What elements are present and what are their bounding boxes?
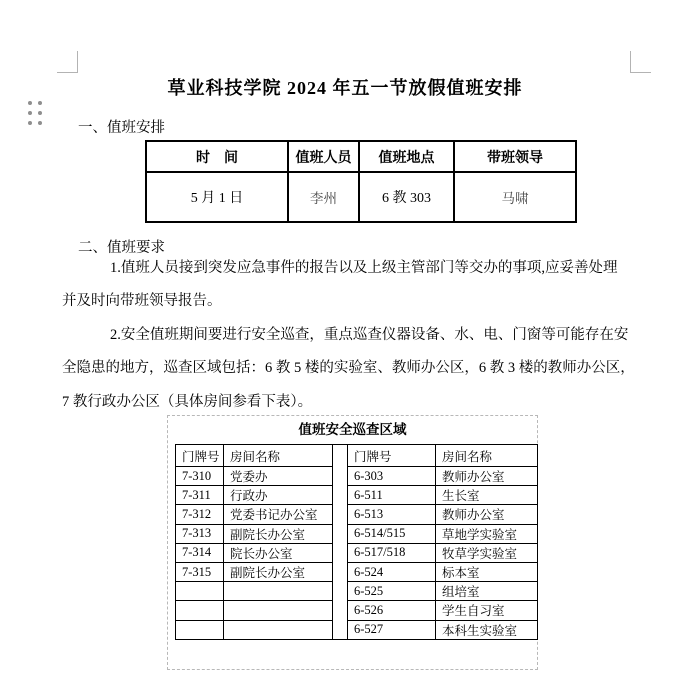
inspection-header-row xyxy=(176,445,538,467)
spacer-cell xyxy=(333,445,348,467)
room-name-cell[interactable]: 牧草学实验室 xyxy=(436,543,538,562)
duty-header-place[interactable]: 值班地点 xyxy=(359,141,454,172)
room-no-cell[interactable]: 7-313 xyxy=(176,524,224,543)
room-name-cell[interactable] xyxy=(224,620,333,639)
room-name-cell[interactable]: 组培室 xyxy=(436,582,538,601)
duty-header-time[interactable]: 时 间 xyxy=(146,141,288,172)
duty-table xyxy=(145,140,577,223)
page-corner-mark-right xyxy=(630,51,651,73)
room-no-cell[interactable]: 6-527 xyxy=(348,620,436,639)
inspection-right-header-no[interactable]: 门牌号 xyxy=(348,445,436,467)
table-row xyxy=(176,524,538,543)
duty-person-cell[interactable]: 李州 xyxy=(288,172,359,222)
room-no-cell[interactable] xyxy=(176,620,224,639)
spacer-cell xyxy=(333,601,348,620)
room-no-cell[interactable]: 6-524 xyxy=(348,562,436,581)
room-no-cell[interactable]: 7-311 xyxy=(176,486,224,505)
page-corner-mark-left xyxy=(57,51,78,73)
table-row xyxy=(176,601,538,620)
document-title[interactable]: 草业科技学院 2024 年五一节放假值班安排 xyxy=(167,78,523,98)
inspection-table-title[interactable]: 值班安全巡查区域 xyxy=(298,422,407,437)
room-no-cell[interactable] xyxy=(176,601,224,620)
room-name-cell[interactable]: 副院长办公室 xyxy=(224,562,333,581)
spacer-cell xyxy=(333,524,348,543)
room-name-cell[interactable]: 行政办 xyxy=(224,486,333,505)
section-heading-duty-requirements[interactable]: 二、值班要求 xyxy=(78,240,165,256)
room-name-cell[interactable]: 副院长办公室 xyxy=(224,524,333,543)
room-no-cell[interactable]: 7-315 xyxy=(176,562,224,581)
duty-leader-cell[interactable]: 马啸 xyxy=(454,172,576,222)
room-no-cell[interactable]: 7-310 xyxy=(176,467,224,486)
table-row xyxy=(176,543,538,562)
room-no-cell[interactable]: 7-314 xyxy=(176,543,224,562)
room-name-cell[interactable]: 本科生实验室 xyxy=(436,620,538,639)
inspection-right-header-name[interactable]: 房间名称 xyxy=(436,445,538,467)
spacer-cell xyxy=(333,467,348,486)
table-row xyxy=(176,582,538,601)
room-no-cell[interactable]: 6-511 xyxy=(348,486,436,505)
room-name-cell[interactable]: 院长办公室 xyxy=(224,543,333,562)
spacer-cell xyxy=(333,620,348,639)
inspection-left-header-no[interactable]: 门牌号 xyxy=(176,445,224,467)
room-name-cell[interactable] xyxy=(224,601,333,620)
room-name-cell[interactable]: 党委办 xyxy=(224,467,333,486)
room-no-cell[interactable]: 6-526 xyxy=(348,601,436,620)
inspection-table xyxy=(175,444,538,640)
room-name-cell[interactable]: 学生自习室 xyxy=(436,601,538,620)
spacer-cell xyxy=(333,486,348,505)
duty-place-cell[interactable]: 6 教 303 xyxy=(359,172,454,222)
room-no-cell[interactable]: 6-514/515 xyxy=(348,524,436,543)
room-no-cell[interactable]: 6-525 xyxy=(348,582,436,601)
table-row xyxy=(176,620,538,639)
paragraph-line[interactable]: 2.安全值班期间要进行安全巡查，重点巡查仪器设备、水、电、门窗等可能存在安 xyxy=(110,326,629,343)
room-name-cell[interactable]: 党委书记办公室 xyxy=(224,505,333,524)
paragraph-line[interactable]: 并及时向带班领导报告。 xyxy=(62,293,222,310)
drag-handle-icon[interactable] xyxy=(28,101,42,125)
paragraph-line[interactable]: 1.值班人员接到突发应急事件的报告以及上级主管部门等交办的事项,应妥善处理 xyxy=(110,260,618,276)
room-name-cell[interactable]: 教师办公室 xyxy=(436,505,538,524)
spacer-cell xyxy=(333,562,348,581)
table-row xyxy=(176,562,538,581)
paragraph-line[interactable]: 7 教行政办公区（具体房间参看下表）。 xyxy=(62,393,313,410)
room-name-cell[interactable]: 教师办公室 xyxy=(436,467,538,486)
table-row xyxy=(176,467,538,486)
requirements-paragraphs xyxy=(62,252,638,419)
room-name-cell[interactable]: 生长室 xyxy=(436,486,538,505)
table-row xyxy=(176,486,538,505)
inspection-area-block xyxy=(167,415,538,670)
room-name-cell[interactable]: 标本室 xyxy=(436,562,538,581)
inspection-left-header-name[interactable]: 房间名称 xyxy=(224,445,333,467)
room-no-cell[interactable]: 7-312 xyxy=(176,505,224,524)
spacer-cell xyxy=(333,505,348,524)
spacer-cell xyxy=(333,582,348,601)
table-row xyxy=(176,505,538,524)
spacer-cell xyxy=(333,543,348,562)
room-no-cell[interactable]: 6-303 xyxy=(348,467,436,486)
duty-header-leader[interactable]: 带班领导 xyxy=(454,141,576,172)
section-heading-duty-schedule[interactable]: 一、值班安排 xyxy=(78,120,165,136)
duty-time-cell[interactable]: 5 月 1 日 xyxy=(146,172,288,222)
room-no-cell[interactable] xyxy=(176,582,224,601)
duty-header-person[interactable]: 值班人员 xyxy=(288,141,359,172)
room-name-cell[interactable] xyxy=(224,582,333,601)
duty-table-row xyxy=(146,172,576,222)
duty-table-header-row xyxy=(146,141,576,172)
room-name-cell[interactable]: 草地学实验室 xyxy=(436,524,538,543)
room-no-cell[interactable]: 6-517/518 xyxy=(348,543,436,562)
room-no-cell[interactable]: 6-513 xyxy=(348,505,436,524)
paragraph-line[interactable]: 全隐患的地方，巡查区域包括：6 教 5 楼的实验室、教师办公区，6 教 3 楼的教师办公区， xyxy=(62,360,635,377)
